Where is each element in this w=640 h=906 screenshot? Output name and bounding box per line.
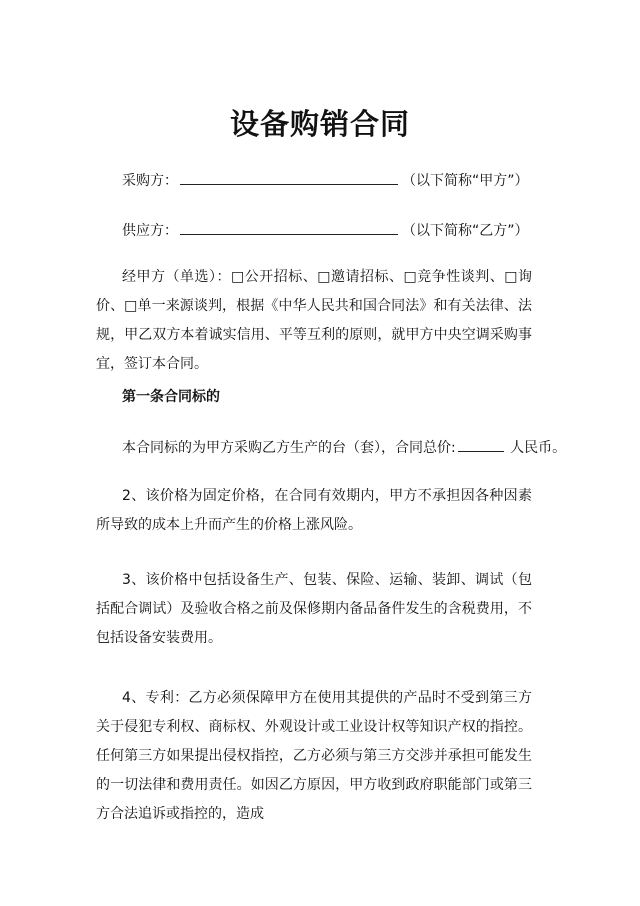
clause-3: 3、该价格中包括设备生产、包装、保险、运输、装卸、调试（包括配合调试）及验收合格之前及保修期内备品备件发生的含税费用，不包括设备安装费用。 [96,572,532,646]
intro-paragraph: 经甲方（单选）：□公开招标、□邀请招标、□竞争性谈判、□询价、□单一来源谈判，根据《中华人民共和国合同法》和有关法律、法规，甲乙双方本着诚实信用、平等互利的原则，就甲方中央空调采购事宜，签订本合同。 [96,269,532,372]
total-price-blank [458,437,504,452]
article1-text-after: 人民币。 [505,440,567,456]
article1-line [122,437,567,458]
supplier-line [122,220,532,241]
article1-text-before: 本合同标的为甲方采购乙方生产的台（套），合同总价: [122,440,456,456]
article1-heading: 第一条合同标的 [122,389,220,405]
buyer-blank [180,170,398,185]
clause-2: 2、该价格为固定价格，在合同有效期内，甲方不承担因各种因素所导致的成本上升而产生的价格上涨风险。 [96,488,532,533]
buyer-line [122,170,532,191]
supplier-blank [180,220,398,235]
document-title: 设备购销合同 [229,107,410,141]
supplier-label: 供应方： [122,223,178,239]
supplier-suffix: （以下简称“乙方”） [402,223,529,239]
buyer-label: 采购方： [122,173,178,189]
clause-4: 4、专利：乙方必须保障甲方在使用其提供的产品时不受到第三方关于侵犯专利权、商标权、外观设计或工业设计权等知识产权的指控。任何第三方如果提出侵权指控，乙方必须与第三方交涉并承担可能发生的一切法律和费用责任。如因乙方原因，甲方收到政府职能部门或第三方合法追诉或指控的，造成 [96,690,532,822]
buyer-suffix: （以下简称“甲方”） [402,173,529,189]
